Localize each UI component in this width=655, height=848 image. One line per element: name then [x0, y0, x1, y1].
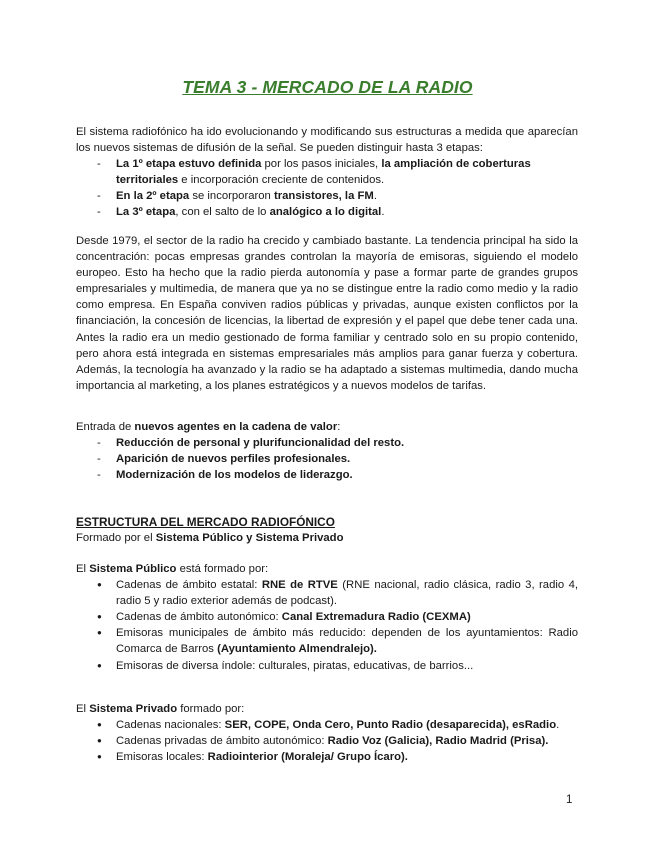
- list-item: ● Emisoras de diversa índole: culturales, piratas, educativas, de barrios...: [76, 658, 578, 674]
- etapas-list: [76, 156, 578, 220]
- intro-section: [76, 124, 578, 221]
- intro-paragraph: El sistema radiofónico ha ido evolucionando y modificando sus estructuras a medida que aparecían los nuevos sistemas de difusión de la señal. Se pueden distinguir hasta 3 etapas:: [76, 126, 578, 155]
- list-item: ● Emisoras locales: Radiointerior (Moraleja/ Grupo Ícaro).: [76, 749, 578, 765]
- estructura-subtitle: Formado por el Sistema Público y Sistema Privado: [76, 532, 344, 545]
- privado-section: [76, 701, 578, 765]
- privado-list: [76, 717, 578, 765]
- privado-lead: El Sistema Privado formado por:: [76, 703, 245, 715]
- list-item: - Modernización de los modelos de liderazgo.: [76, 467, 578, 483]
- agentes-section: [76, 419, 578, 483]
- publico-section: [76, 561, 578, 674]
- list-item: ● Cadenas privadas de ámbito autonómico: Radio Voz (Galicia), Radio Madrid (Prisa).: [76, 733, 578, 749]
- publico-list: [76, 577, 578, 674]
- concentration-paragraph: Desde 1979, el sector de la radio ha crecido y cambiado bastante. La tendencia principal ha sido la concentración: pocas empresas grandes controlan la mayoría de emisoras, siguiendo el modelo europeo. Esto ha hecho que la radio pierda autonomía y pase a formar parte de grandes grupos empresariales y multimedia, de manera que ya no se distingue entre la radio como medio y la radio como empresa. En España conviven radios públicas y privadas, aunque existen conflictos por la financiación, la concesión de licencias, la libertad de expresión y el papel que debe tener cada una. Antes la radio era un medio gestionado de forma familiar y centrado solo en su propio contenido, pero ahora está integrada en sistemas empresariales más amplios para ganar fuerza y cobertura. Además, la tecnología ha avanzado y la radio se ha adaptado a sistemas multimedia, dando mucha importancia al marketing, a los planes estratégicos y a nuevos modelos de tarifas.: [76, 235, 578, 392]
- agentes-list: [76, 435, 578, 483]
- list-item: - En la 2º etapa se incorporaron transistores, la FM.: [76, 188, 578, 204]
- list-item: ● Cadenas de ámbito autonómico: Canal Extremadura Radio (CEXMA): [76, 609, 578, 625]
- list-item: - Aparición de nuevos perfiles profesionales.: [76, 451, 578, 467]
- list-item: - La 1º etapa estuvo definida por los pasos iniciales, la ampliación de coberturas territoriales e incorporación creciente de contenidos.: [76, 156, 578, 188]
- list-item: - La 3º etapa, con el salto de lo analógico a lo digital.: [76, 204, 578, 220]
- list-item: ● Cadenas de ámbito estatal: RNE de RTVE (RNE nacional, radio clásica, radio 3, radio 4, radio 5 y radio exterior además de podcast).: [76, 577, 578, 609]
- list-item: ● Cadenas nacionales: SER, COPE, Onda Cero, Punto Radio (desaparecida), esRadio.: [76, 717, 578, 733]
- list-item: - Reducción de personal y plurifuncionalidad del resto.: [76, 435, 578, 451]
- list-item: ● Emisoras municipales de ámbito más reducido: dependen de los ayuntamientos: Radio Comarca de Barros (Ayuntamiento Almendralejo).: [76, 625, 578, 657]
- publico-lead: El Sistema Público está formado por:: [76, 563, 269, 575]
- section-heading: ESTRUCTURA DEL MERCADO RADIOFÓNICO: [76, 515, 335, 529]
- page-number: 1: [566, 794, 573, 806]
- agentes-lead: Entrada de nuevos agentes en la cadena de valor:: [76, 421, 341, 433]
- estructura-section: [76, 514, 578, 546]
- page-title: TEMA 3 - MERCADO DE LA RADIO: [182, 77, 473, 97]
